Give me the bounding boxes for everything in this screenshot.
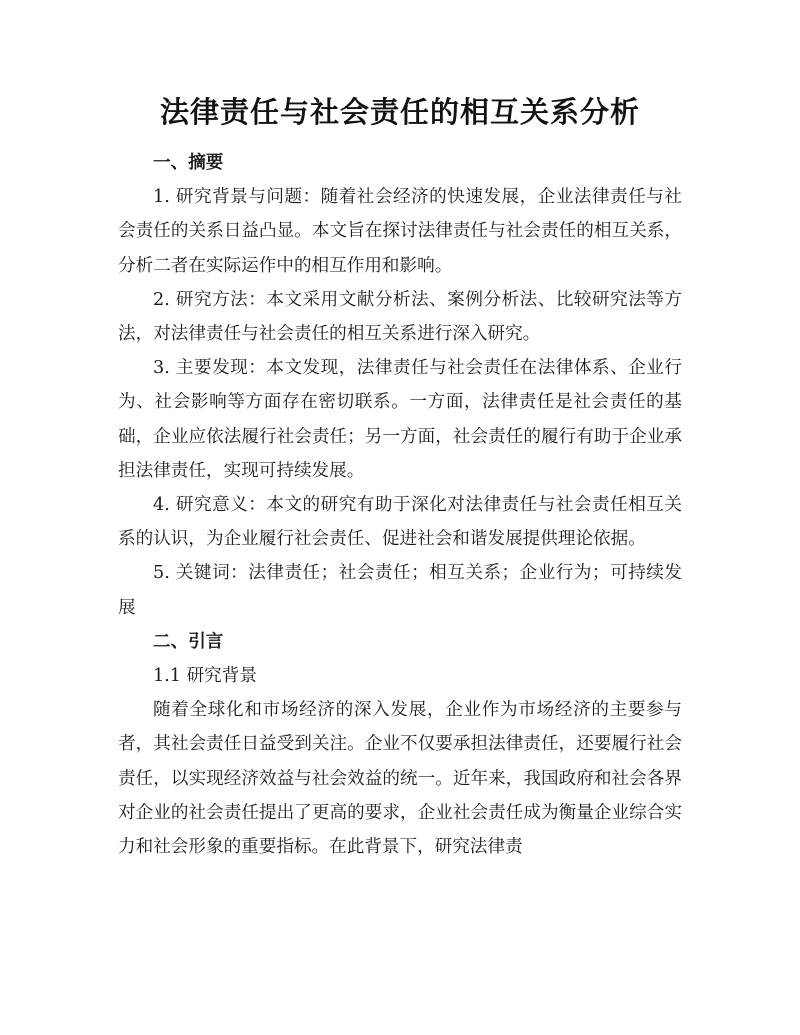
document-body: [118, 146, 682, 864]
abstract-item-background: 1. 研究背景与问题：随着社会经济的快速发展，企业法律责任与社会责任的关系日益凸显。本文旨在探讨法律责任与社会责任的相互关系，分析二者在实际运作中的相互作用和影响。: [118, 187, 682, 276]
introduction-paragraph: 随着全球化和市场经济的深入发展，企业作为市场经济的主要参与者，其社会责任日益受到关注。企业不仅要承担法律责任，还要履行社会责任，以实现经济效益与社会效益的统一。近年来，我国政府和社会各界对企业的社会责任提出了更高的要求，企业社会责任成为衡量企业综合实力和社会形象的重要指标。在此背景下，研究法律责: [118, 700, 682, 858]
abstract-item-keywords: 5. 关键词：法律责任；社会责任；相互关系；企业行为；可持续发展: [118, 563, 682, 618]
abstract-item-methods: 2. 研究方法：本文采用文献分析法、案例分析法、比较研究法等方法，对法律责任与社会责任的相互关系进行深入研究。: [118, 289, 682, 345]
document-title: 法律责任与社会责任的相互关系分析: [159, 95, 640, 129]
introduction-heading: 二、引言: [153, 631, 224, 652]
abstract-heading: 一、摘要: [153, 153, 224, 173]
subsection-title: 1.1 研究背景: [153, 666, 257, 687]
abstract-item-significance: 4. 研究意义：本文的研究有助于深化对法律责任与社会责任相互关系的认识，为企业履行社会责任、促进社会和谐发展提供理论依据。: [118, 495, 682, 550]
abstract-item-findings: 3. 主要发现：本文发现，法律责任与社会责任在法律体系、企业行为、社会影响等方面存在密切联系。一方面，法律责任是社会责任的基础，企业应依法履行社会责任；另一方面，社会责任的履行有助于企业承担法律责任，实现可持续发展。: [118, 358, 682, 481]
